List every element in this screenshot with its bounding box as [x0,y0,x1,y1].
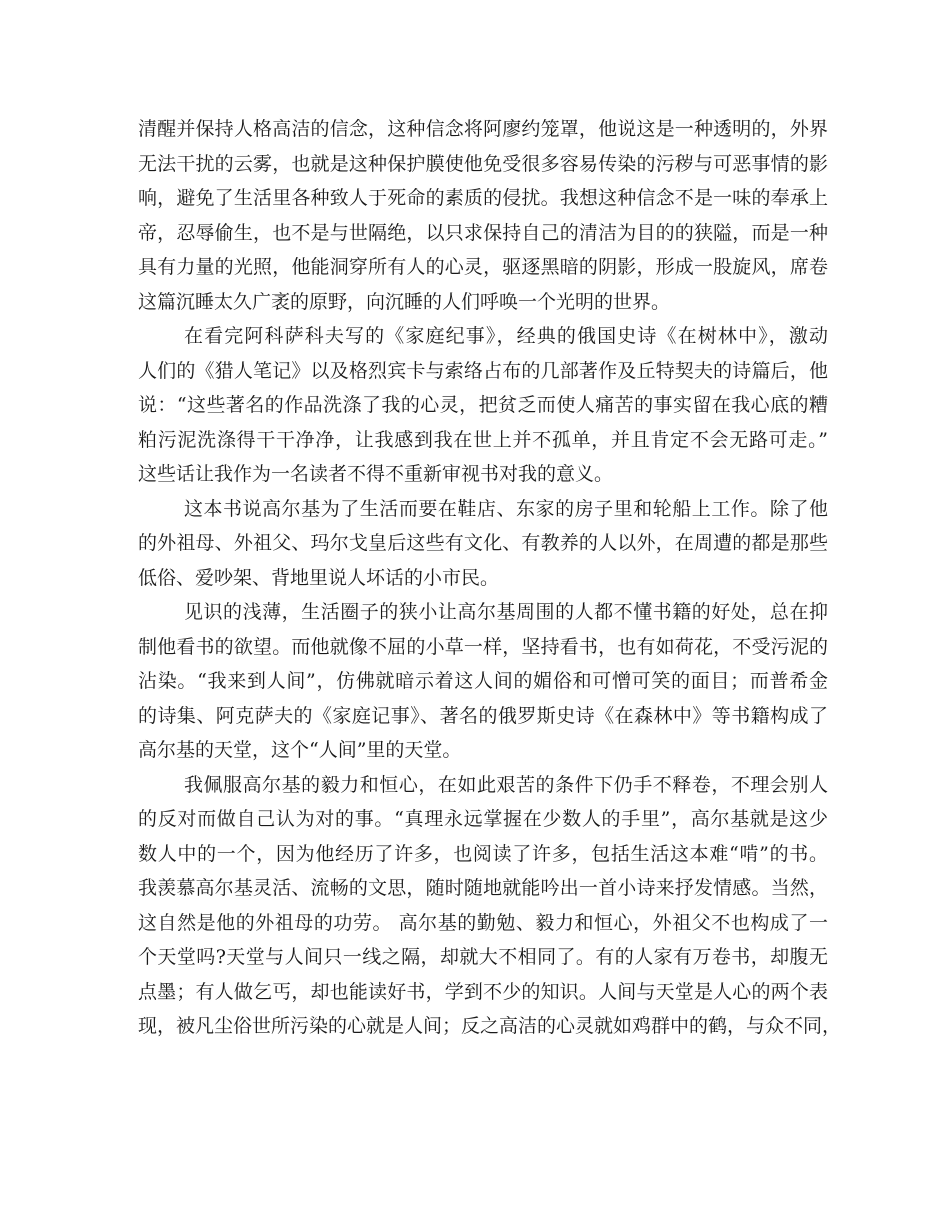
text-line: 清醒并保持人格高洁的信念，这种信念将阿廖约笼罩，他说这是一种透明的，外界 [138,118,828,140]
text-line: 响，避免了生活里各种致人于死命的素质的侵扰。我想这种信念不是一味的奉承上 [138,187,828,209]
text-line: 在看完阿科萨科夫写的《家庭纪事》，经典的俄国史诗《在树林中》，激动 [184,325,828,347]
text-line: 这些话让我作为一名读者不得不重新审视书对我的意义。 [138,463,614,485]
text-line: 这本书说高尔基为了生活而要在鞋店、东家的房子里和轮船上工作。除了他 [184,497,828,520]
text-line: 数人中的一个，因为他经历了许多，也阅读了许多，包括生活这本难“啃”的书。 [138,842,828,865]
text-line: 说：“这些著名的作品洗涤了我的心灵，把贫乏而使人痛苦的事实留在我心底的糟 [138,394,828,416]
text-line: 的反对而做自己认为对的事。“真理永远掌握在少数人的手里”，高尔基就是这少 [138,808,828,830]
text-line: 这篇沉睡太久广袤的原野，向沉睡的人们呼唤一个光明的世界。 [138,290,671,313]
text-line: 的诗集、阿克萨夫的《家庭记事》、著名的俄罗斯史诗《在森林中》等书籍构成了 [138,704,828,727]
document-body [138,112,842,1044]
text-line: 制他看书的欲望。而他就像不屈的小草一样，坚持看书，也有如荷花，不受污泥的 [138,635,828,658]
text-line: 见识的浅薄，生活圈子的狭小让高尔基周围的人都不懂书籍的好处，总在抑 [184,601,828,623]
text-line: 帝，忍辱偷生，也不是与世隔绝，以只求保持自己的清洁为目的的狭隘，而是一种 [138,221,828,244]
text-line: 低俗、爱吵架、背地里说人坏话的小市民。 [138,566,500,589]
text-line: 具有力量的光照，他能洞穿所有人的心灵，驱逐黑暗的阴影，形成一股旋风，席卷 [138,256,828,278]
text-line: 这自然是他的外祖母的功劳。 高尔基的勤勉、毅力和恒心，外祖父不也构成了一 [138,911,828,934]
text-line: 我佩服高尔基的毅力和恒心，在如此艰苦的条件下仍手不释卷，不理会别人 [184,773,828,796]
text-line: 我羡慕高尔基灵活、流畅的文思，随时随地就能吟出一首小诗来抒发情感。当然， [138,877,828,899]
text-line: 无法干扰的云雾，也就是这种保护膜使他免受很多容易传染的污秽与可恶事情的影 [138,152,828,175]
text-line: 人们的《猎人笔记》以及格烈宾卡与索络占布的几部著作及丘特契夫的诗篇后，他 [138,359,828,382]
text-line: 粕污泥洗涤得干干净净，让我感到我在世上并不孤单，并且肯定不会无路可走。” [138,428,828,451]
text-line: 点墨；有人做乞丐，却也能读好书，学到不少的知识。人间与天堂是人心的两个表 [138,980,828,1003]
text-line: 现，被凡尘俗世所污染的心就是人间；反之高洁的心灵就如鸡群中的鹤，与众不同， [138,1015,842,1037]
text-line: 沾染。“我来到人间”，仿佛就暗示着这人间的媚俗和可憎可笑的面目；而普希金 [138,670,828,692]
text-line: 高尔基的天堂，这个“人间”里的天堂。 [138,739,462,761]
text-line: 个天堂吗?天堂与人间只一线之隔，却就大不相同了。有的人家有万卷书，却腹无 [138,946,828,968]
text-line: 的外祖母、外祖父、玛尔戈皇后这些有文化、有教养的人以外，在周遭的都是那些 [138,532,828,554]
